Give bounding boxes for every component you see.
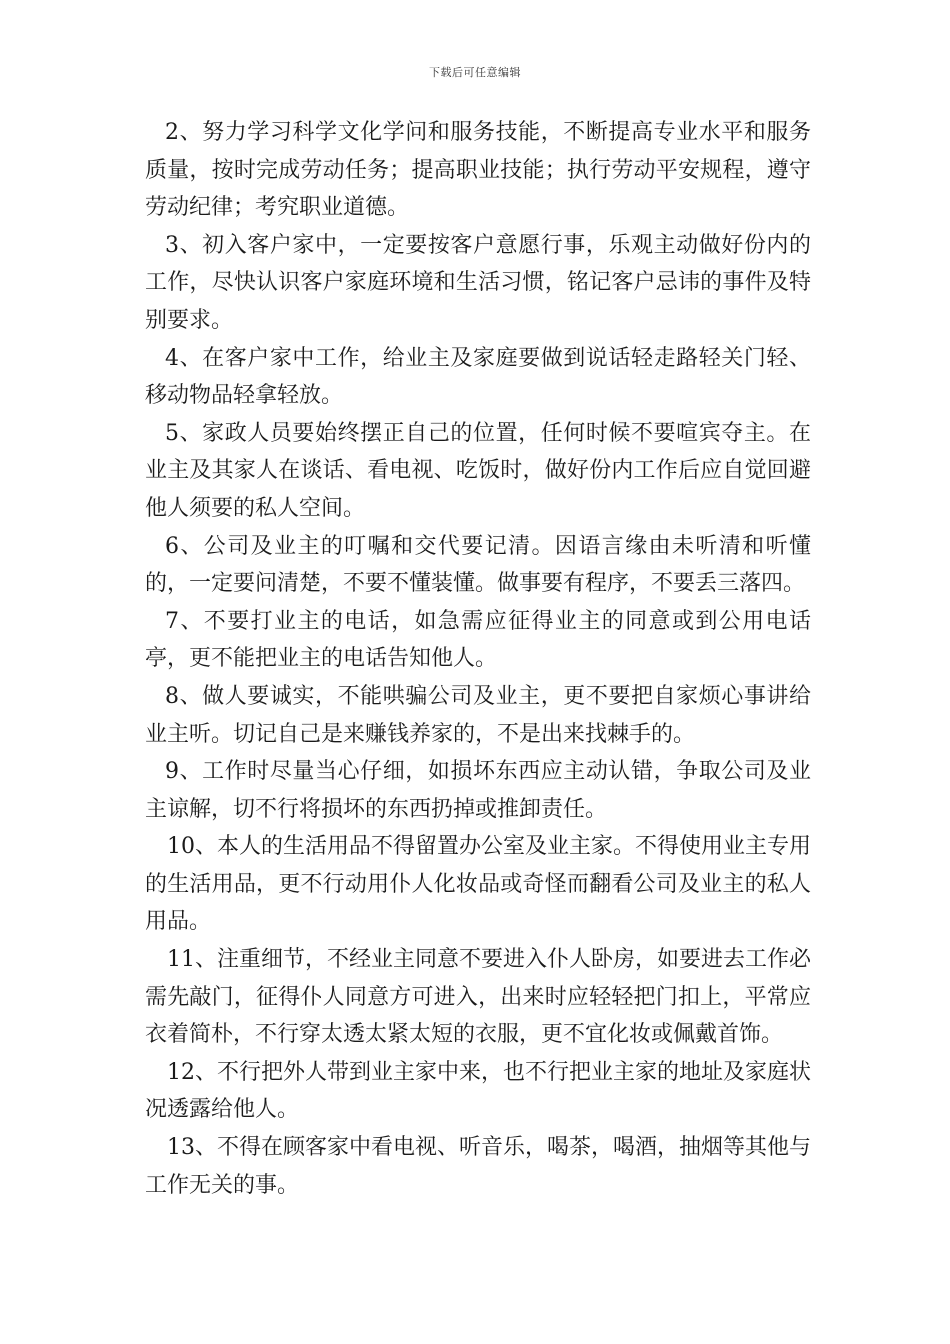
paragraph-rule-9: 9、工作时尽量当心仔细，如损坏东西应主动认错，争取公司及业主谅解，切不行将损坏的东西扔掉或推卸责任。 [145, 759, 811, 822]
paragraph-rule-11: 11、注重细节，不经业主同意不要进入仆人卧房，如要进去工作必需先敲门，征得仆人同意方可进入，出来时应轻轻把门扣上，平常应衣着简朴，不行穿太透太紧太短的衣服，更不宜化妆或佩戴首饰。 [145, 947, 811, 1048]
paragraph-rule-4: 4、在客户家中工作，给业主及家庭要做到说话轻走路轻关门轻、移动物品轻拿轻放。 [145, 345, 811, 409]
paragraph-rule-3: 3、初入客户家中，一定要按客户意愿行事，乐观主动做好份内的工作，尽快认识客户家庭环境和生活习惯，铭记客户忌讳的事件及特别要求。 [145, 232, 811, 333]
paragraph-rule-10: 10、本人的生活用品不得留置办公室及业主家。不得使用业主专用的生活用品，更不行动用仆人化妆品或奇怪而翻看公司及业主的私人用品。 [145, 834, 811, 935]
paragraph-rule-7: 7、不要打业主的电话，如急需应征得业主的同意或到公用电话亭，更不能把业主的电话告知他人。 [145, 608, 811, 672]
paragraph-rule-8: 8、做人要诚实，不能哄骗公司及业主，更不要把自家烦心事讲给业主听。切记自己是来赚钱养家的，不是出来找棘手的。 [145, 683, 811, 747]
paragraph-rule-5: 5、家政人员要始终摆正自己的位置，任何时候不要喧宾夺主。在业主及其家人在谈话、看电视、吃饭时，做好份内工作后应自觉回避他人须要的私人空间。 [145, 420, 811, 521]
paragraph-rule-2: 2、努力学习科学文化学问和服务技能，不断提高专业水平和服务质量，按时完成劳动任务；提高职业技能；执行劳动平安规程，遵守劳动纪律；考究职业道德。 [145, 120, 811, 221]
paragraph-rule-13: 13、不得在顾客家中看电视、听音乐，喝茶，喝酒，抽烟等其他与工作无关的事。 [145, 1135, 811, 1198]
page-header: 下载后可任意编辑 [429, 66, 521, 79]
paragraph-rule-6: 6、公司及业主的叮嘱和交代要记清。因语言缘由未听清和听懂的，一定要问清楚，不要不懂装懂。做事要有程序，不要丢三落四。 [145, 533, 811, 597]
document-body [145, 114, 811, 1204]
paragraph-rule-12: 12、不行把外人带到业主家中来，也不行把业主家的地址及家庭状况透露给他人。 [145, 1059, 811, 1123]
